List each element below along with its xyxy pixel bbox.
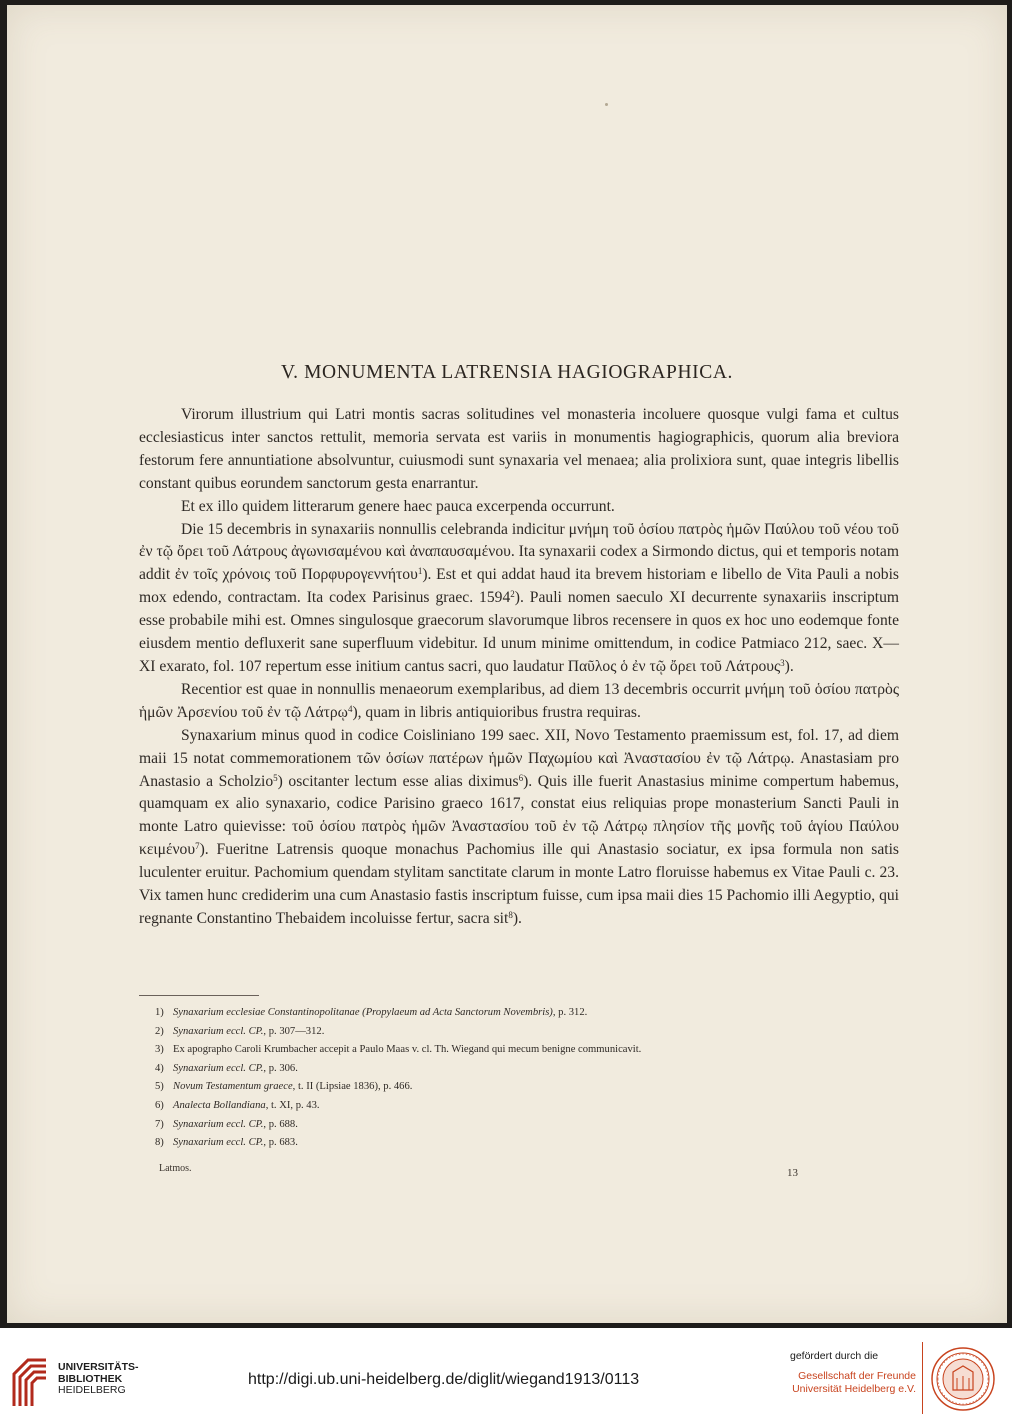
footnote-ref: 4: [347, 703, 353, 714]
footnote: [155, 1023, 893, 1042]
footnote-text: , p. 312.: [552, 1007, 588, 1018]
text-run: Synaxarium minus quod in codice Coisliniano 199 saec. XII, Novo Testamento praemissum est, fol. 17, ad diem maii 15 notat commemorationem τῶν ὁσίων πατέρων ἡμῶν Παχωμίου καὶ Ἀναστασίου ἐν τῷ Λάτρῳ. Anastasiam pro Anastasio a Scholzio: [139, 726, 899, 790]
text-run: ). Est et qui addat haud ita brevem historiam e libello de Vita Pauli a nobis mox edendo, contractam. Ita codex Parisinus graec. 1594: [139, 566, 899, 607]
text-run: Virorum illustrium qui Latri montis sacras solitudines vel monasteria incoluere quosque vulgi fama et cultus ecclesiasticus inter sanctos rettulit, memoria servata est variis in monumentis hagiographicis, quorum alia breviora festorum fere annuntiatione absolvuntur, cuiusmodi sunt synaxaria vel menaea; alia prolixiora sunt, quae integris libellis constant quibus eorundem sanctorum gesta enarrantur.: [139, 406, 899, 492]
text-run: ).: [512, 909, 522, 927]
university-library-logo-icon[interactable]: [10, 1356, 50, 1408]
body-text: [139, 404, 899, 931]
footnote-ref: 8: [508, 909, 513, 920]
footnote-number: 2): [155, 1025, 164, 1037]
footnote: [155, 1134, 893, 1153]
body-paragraph: [139, 725, 899, 931]
footnote-number: 1): [155, 1007, 164, 1018]
footnote-text: , t. XI, p. 43.: [265, 1099, 320, 1111]
text-run: ), quam in libris antiquioribus frustra requiras.: [352, 703, 641, 721]
footnote-ref: 2: [510, 589, 515, 600]
footnote-rule: [139, 995, 259, 996]
body-paragraph: [139, 404, 899, 496]
footnote: [155, 1060, 893, 1079]
footnote-ref: 6: [518, 772, 524, 783]
sponsor-divider: [922, 1342, 923, 1414]
footnote-number: 6): [155, 1099, 164, 1111]
footnote-number: 5): [155, 1081, 164, 1093]
footnote-text: , t. II (Lipsiae 1836), p. 466.: [292, 1081, 413, 1093]
footnote-ref: 1: [417, 566, 423, 577]
text-run: ).: [784, 657, 794, 675]
library-name-line-3: HEIDELBERG: [58, 1384, 126, 1396]
footnote-text: Synaxarium eccl. CP.: [173, 1025, 264, 1037]
footnote-ref: 3: [780, 657, 785, 668]
body-paragraph: [139, 496, 899, 519]
printer-signature: Latmos.: [159, 1163, 192, 1174]
footnote: [155, 1004, 893, 1023]
text-run: ) oscitanter lectum esse alias diximus: [277, 772, 519, 790]
sponsor-name-line-1: Gesellschaft der Freunde: [798, 1370, 916, 1382]
footnote-number: 7): [155, 1118, 164, 1130]
chapter-title: V. MONUMENTA LATRENSIA HAGIOGRAPHICA.: [280, 362, 733, 383]
viewer-footer: [0, 1328, 1012, 1420]
text-run: Et ex illo quidem litterarum genere haec pauca excerpenda occurrunt.: [181, 497, 615, 515]
footnote-text: Analecta Bollandiana: [173, 1099, 266, 1111]
scanned-page: [7, 5, 1007, 1323]
library-name-line-1: UNIVERSITÄTS-: [58, 1361, 139, 1373]
university-seal-icon: [930, 1346, 996, 1412]
footnote-ref: 7: [195, 841, 200, 852]
permalink-url[interactable]: http://digi.ub.uni-heidelberg.de/diglit/wiegand1913/0113: [248, 1371, 640, 1388]
page-number: 13: [787, 1167, 798, 1179]
sponsor-label: gefördert durch die: [790, 1350, 879, 1362]
footnote-number: 4): [155, 1062, 164, 1074]
footnote: [155, 1116, 893, 1135]
footnote: [155, 1078, 893, 1097]
footnote-text: Synaxarium eccl. CP.: [173, 1062, 264, 1074]
text-run: Recentior est quae in nonnullis menaeorum exemplaribus, ad diem 13 decembris occurrit μνήμη τοῦ ὁσίου πατρὸς ἡμῶν Ἀρσενίου τοῦ ἐν τῷ Λάτρῳ: [139, 680, 899, 721]
footnote-text: , p. 683.: [263, 1137, 298, 1149]
ink-dot: [605, 103, 608, 106]
footnote-text: , p. 307—312.: [263, 1025, 325, 1037]
body-paragraph: [139, 519, 899, 679]
footnote-text: Ex apographo Caroli Krumbacher accepit a Paulo Maas v. cl. Th. Wiegand qui mecum benigne communicavit.: [173, 1044, 642, 1056]
footnote-text: , p. 688.: [263, 1118, 298, 1130]
library-name[interactable]: [58, 1362, 139, 1397]
footnote: [155, 1041, 893, 1060]
body-paragraph: [139, 679, 899, 725]
text-run: ). Fueritne Latrensis quoque monachus Pachomius ille qui Anastasio sociatur, ex ipsa formula non satis luculenter eruitur. Pachomium quendam stylitam sanctitate clarum in monte Latro floruisse habemus ex Vitae Pauli c. 23. Vix tamen hunc crediderim una cum Anastasio fastis inscriptum fuisse, cum ipsa maii dies 15 Pachomio illi Aegyptio, qui regnante Constantino Thebaidem incoluisse fertur, sacra sit: [139, 841, 899, 927]
sponsor-name-line-2: Universität Heidelberg e.V.: [792, 1383, 916, 1395]
footnotes: [155, 1004, 893, 1153]
text-run: ). Pauli nomen saeculo XI decurrente synaxariis inscriptum esse probabile mihi est. Omnes singulosque graecorum slavorumque libros recensere in quos ex hoc uno eodemque fonte eiusdem mentio defluxerit sane superfluum videbitur. Id unum minime omittendum, in codice Patmiaco 212, saec. X—XI exarato, fol. 107 repertum esse initium cantus sacri, quo laudatur Παῦλος ὁ ἐν τῷ ὄρει τοῦ Λάτρους: [139, 589, 899, 675]
footnote-number: 3): [155, 1044, 164, 1056]
footnote-text: Novum Testamentum graece: [173, 1081, 293, 1093]
footnote-text: , p. 306.: [263, 1062, 298, 1074]
footnote-ref: 5: [273, 772, 278, 783]
text-run: Die 15 decembris in synaxariis nonnullis celebranda indicitur μνήμη τοῦ ὁσίου πατρὸς ἡμῶν Παύλου τοῦ νέου τοῦ ἐν τῷ ὄρει τοῦ Λάτρους ἀγωνισαμένου καὶ ἀναπαυσαμένου. Ita synaxarii codex a Sirmondo dictus, qui et temporis notam addit ἐν τοῖς χρόνοις τοῦ Πορφυρογεννήτου: [139, 520, 899, 584]
footnote-text: Synaxarium eccl. CP.: [173, 1118, 264, 1130]
text-run: ). Quis ille fuerit Anastasius minime compertum habemus, quamquam ex alio synaxario, codice Parisino graeco 1617, constat eius reliquias prope monasterium Sancti Pauli in monte Latro quievisse: τοῦ ὁσίου πατρὸς ἡμῶν Ἀναστασίου τοῦ ἐν τῷ Λάτρῳ πλησίον τῆς μονῆς τοῦ ἁγίου Παύλου κειμένου: [139, 772, 899, 859]
footnote-text: Synaxarium eccl. CP.: [173, 1137, 264, 1149]
footnote-number: 8): [155, 1137, 164, 1149]
footnote: [155, 1097, 893, 1116]
library-name-line-2: BIBLIOTHEK: [58, 1372, 123, 1385]
sponsor-name[interactable]: [792, 1370, 916, 1396]
footnote-text: Synaxarium ecclesiae Constantinopolitanae (Propylaeum ad Acta Sanctorum Novembris): [173, 1007, 553, 1018]
